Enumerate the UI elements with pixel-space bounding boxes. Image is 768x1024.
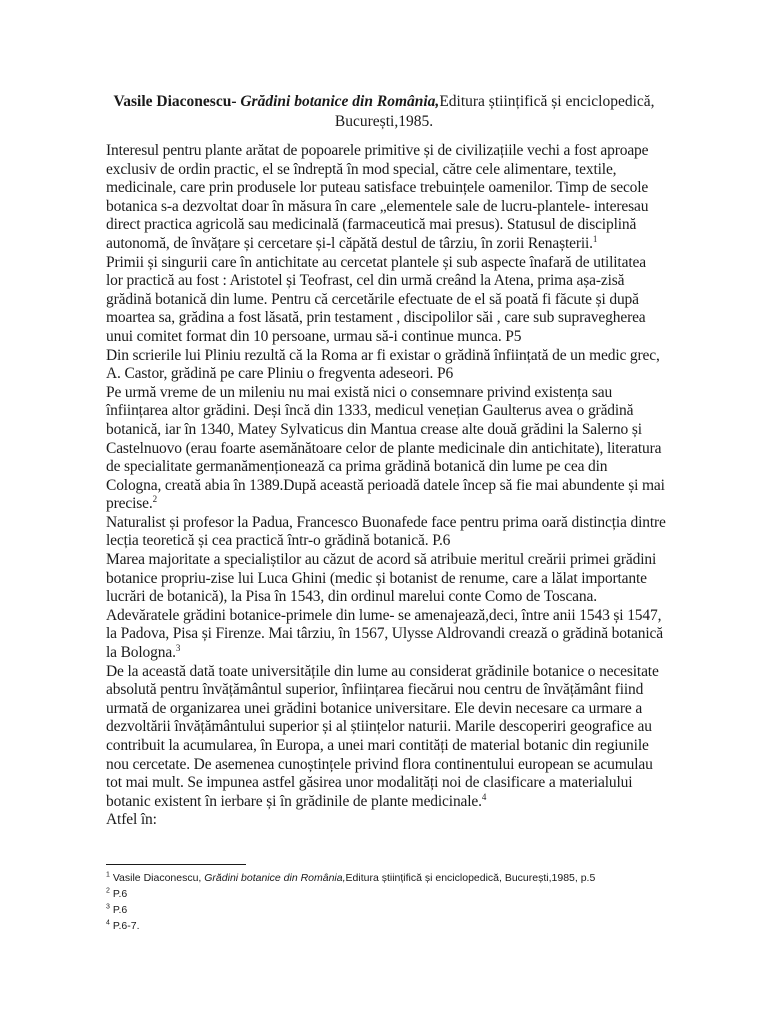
paragraph: Naturalist și profesor la Padua, Francesco Buonafede face pentru prima oară distincția dintre lecția teoretică și cea practică într-o grădină botanică. P.6 xyxy=(106,513,666,550)
paragraph: Primii și singurii care în antichitate au cercetat plantele și sub aspecte înafară de utilitatea lor practică au fost : Aristotel și Teofrast, cel din urmă creând la Atena, prima așa-zisă grădină botanică din lume. Pentru că cercetările efectuate de el să poată fi făcute și după moartea sa, grădina a fost lăsată, prin testament , discipolilor săi , care sub supravegherea unui comitet format din 10 persoane, urmau să-i continue munca. P5 xyxy=(106,253,646,345)
paragraph: Marea majoritate a specialiștilor au căzut de acord să atribuie meritul creării primei grădini botanice propriu-zise lui Luca Ghini (medic și botanist de renume, care a lălat importante lucrări de botanică), la Pisa în 1543, din ordinul marelui conte Como de Toscana. Adevăratele grădini botanice-primele din lume- se amenajează,deci, între anii 1543 și 1547, la Padova, Pisa și Firenze. Mai târziu, în 1567, Ulysse Aldrovandi crează o grădină botanică la Bologna.$^3$ xyxy=(106,551,663,662)
footnotes xyxy=(106,870,686,934)
paragraph: De la această dată toate universitățile din lume au considerat grădinile botanice o necesitate absolută pentru învățământul superior, înființarea fiecărui nou centru de învățământ fiind urmată de organizarea unei grădini botanice universitare. Ele devin necesare ca urmare a dezvoltării învățământului superior și al științelor naturii. Marile descoperiri geografice au contribuit la acumularea, în Europa, a unei mari contități de material botanic din regiunile nou cercetate. De asemenea cunoștințele privind flora continentului european se acumulau tot mai mult. Se impunea astfel găsirea unor modalități noi de clasificare a materialului botanic existent în ierbare și în grădinile de plante medicinale.$^4$ xyxy=(106,662,659,810)
document-body xyxy=(106,142,666,830)
paragraph: Atfel în: xyxy=(106,811,157,829)
footnote-ref: 4 xyxy=(481,791,487,802)
book-reference-heading xyxy=(100,92,668,132)
footnote-separator xyxy=(106,864,246,865)
author-name: Vasile Diaconescu- xyxy=(113,93,237,110)
publisher-line: Editura științifică și enciclopedică, xyxy=(439,93,655,110)
footnote-ref: 3 xyxy=(175,642,181,653)
paragraph: Interesul pentru plante arătat de popoarele primitive și de civilizațiile vechi a fost aproape exclusiv de ordin practic, el se îndreptă în mod special, către cele alimentare, textile, medicinale, care prin produsele lor puteau satisface trebuințele oamenilor. Timp de secole botanica s-a dezvoltat doar în măsura în care „elementele sale de lucru-plantele- interesau direct practica agricolă sau medicinală (farmaceutică mai presus). Statusul de disciplină autonomă, de învățare și cercetare și-l căpătă destul de târziu, în zorii Renașterii.$^1$ xyxy=(106,142,649,252)
paragraph: Pe urmă vreme de un mileniu nu mai există nici o consemnare privind existența sau înființarea altor grădini. Deși încă din 1333, medicul venețian Gaulterus avea o grădină botanică, iar în 1340, Matey Sylvaticus din Mantua crease alte două grădini la Salerno și Castelnuovo (erau foarte asemănătoare celor de plante medicinale din antichitate), literatura de specialitate germanămenționează ca prima grădină botanică din lume pe cea din Cologna, creată abia în 1389.După această perioadă datele încep să fie mai abundente și mai precise.$^2$ xyxy=(106,383,665,513)
footnote-item: $^3$ P.6 xyxy=(106,903,128,916)
footnote-item: $^2$ P.6 xyxy=(106,887,128,900)
footnote-item: $^1$ Vasile Diaconescu, Grădini botanice din România,Editura științifică și enciclopedică, București,1985, p.5 xyxy=(106,871,596,884)
book-title: Grădini botanice din România, xyxy=(240,93,440,110)
footnote-ref: 1 xyxy=(592,233,598,244)
paragraph: Din scrierile lui Pliniu rezultă că la Roma ar fi existar o grădină înființată de un medic grec, A. Castor, grădină pe care Pliniu o fregventa adeseori. P6 xyxy=(106,346,660,383)
place-year: București,1985. xyxy=(334,113,434,130)
footnote-item: $^4$ P.6-7. xyxy=(106,919,140,932)
footnote-ref: 2 xyxy=(152,494,157,505)
